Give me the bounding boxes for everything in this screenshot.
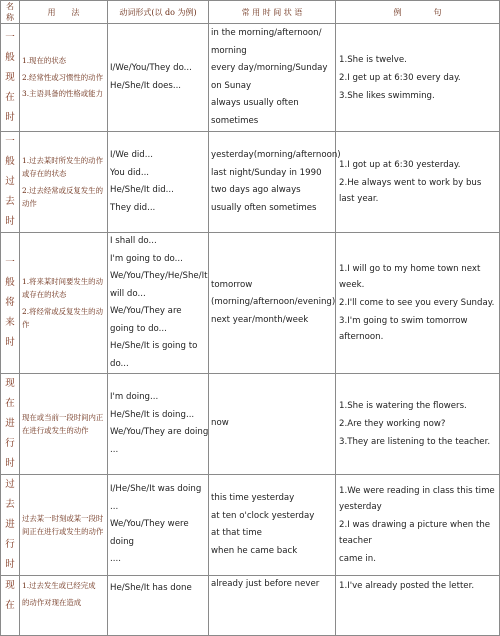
table-row — [1, 24, 500, 132]
verb-form-cell: I shall do... I'm going to do... We/You/They/He/She/It will do... We/You/They are going to do... He/She/It is going to do... — [108, 233, 209, 374]
time-adverbials-cell: this time yesterday at ten o'clock yesterday at that time when he came back — [209, 475, 336, 576]
header-name: 名称 — [1, 1, 20, 24]
tense-name-cell: 一 般 将 来 时 — [1, 233, 20, 374]
verb-form-cell: I/We did... You did... He/She/It did... They did... — [108, 132, 209, 233]
header-usage: 用 法 — [20, 1, 108, 24]
usage-cell: 1.过去某时所发生的动作或存在的状态 2.过去经常或反复发生的动作 — [20, 132, 108, 233]
tense-name-cell: 一 般 过 去 时 — [1, 132, 20, 233]
verb-form-cell: I/He/She/It was doing ... We/You/They were doing .... — [108, 475, 209, 576]
header-form: 动词形式(以 do 为例) — [108, 1, 209, 24]
tense-name-cell: 一 般 现 在 时 — [1, 24, 20, 132]
table-header-row — [1, 1, 500, 24]
tense-name-cell: 过 去 进 行 时 — [1, 475, 20, 576]
usage-cell: 1.将来某时间要发生的动或存在的状态 2.将经常或反复发生的动作 — [20, 233, 108, 374]
header-examples: 例 句 — [336, 1, 500, 24]
time-adverbials-cell: already just before never — [209, 576, 336, 636]
table-row — [1, 374, 500, 475]
usage-cell: 1.过去发生或已经完成 的动作对现在造成 — [20, 576, 108, 636]
time-adverbials-cell: tomorrow (morning/afternoon/evening) next year/month/week — [209, 233, 336, 374]
usage-cell: 1.现在的状态 2.经常性或习惯性的动作 3.主语具备的性格或能力 — [20, 24, 108, 132]
tense-name-cell: 现 在 — [1, 576, 20, 636]
time-adverbials-cell: in the morning/afternoon/ morning every day/morning/Sunday on Sunay always usually often sometimes — [209, 24, 336, 132]
header-adverbials: 常 用 时 间 状 语 — [209, 1, 336, 24]
usage-cell: 过去某一时刻或某一段时间正在进行或发生的动作 — [20, 475, 108, 576]
examples-cell: 1.I got up at 6:30 yesterday. 2.He always went to work by bus last year. — [336, 132, 500, 233]
examples-cell: 1.She is watering the flowers. 2.Are they working now? 3.They are listening to the teacher. — [336, 374, 500, 475]
table-row — [1, 576, 500, 636]
examples-cell: 1.I've already posted the letter. — [336, 576, 500, 636]
table-row — [1, 132, 500, 233]
time-adverbials-cell: now — [209, 374, 336, 475]
verb-form-cell: He/She/It has done — [108, 576, 209, 636]
time-adverbials-cell: yesterday(morning/afternoon) last night/Sunday in 1990 two days ago always usually often sometimes — [209, 132, 336, 233]
tense-name-cell: 现 在 进 行 时 — [1, 374, 20, 475]
verb-form-cell: I/We/You/They do... He/She/It does... — [108, 24, 209, 132]
table-row — [1, 475, 500, 576]
verb-form-cell: I'm doing... He/She/It is doing... We/You/They are doing ... — [108, 374, 209, 475]
examples-cell: 1.I will go to my home town next week. 2.I'll come to see you every Sunday. 3.I'm going to swim tomorrow afternoon. — [336, 233, 500, 374]
examples-cell: 1.We were reading in class this time yesterday 2.I was drawing a picture when the teacher came in. — [336, 475, 500, 576]
examples-cell: 1.She is twelve. 2.I get up at 6:30 every day. 3.She likes swimming. — [336, 24, 500, 132]
usage-cell: 现在或当前一段时间内正在进行或发生的动作 — [20, 374, 108, 475]
table-row — [1, 233, 500, 374]
